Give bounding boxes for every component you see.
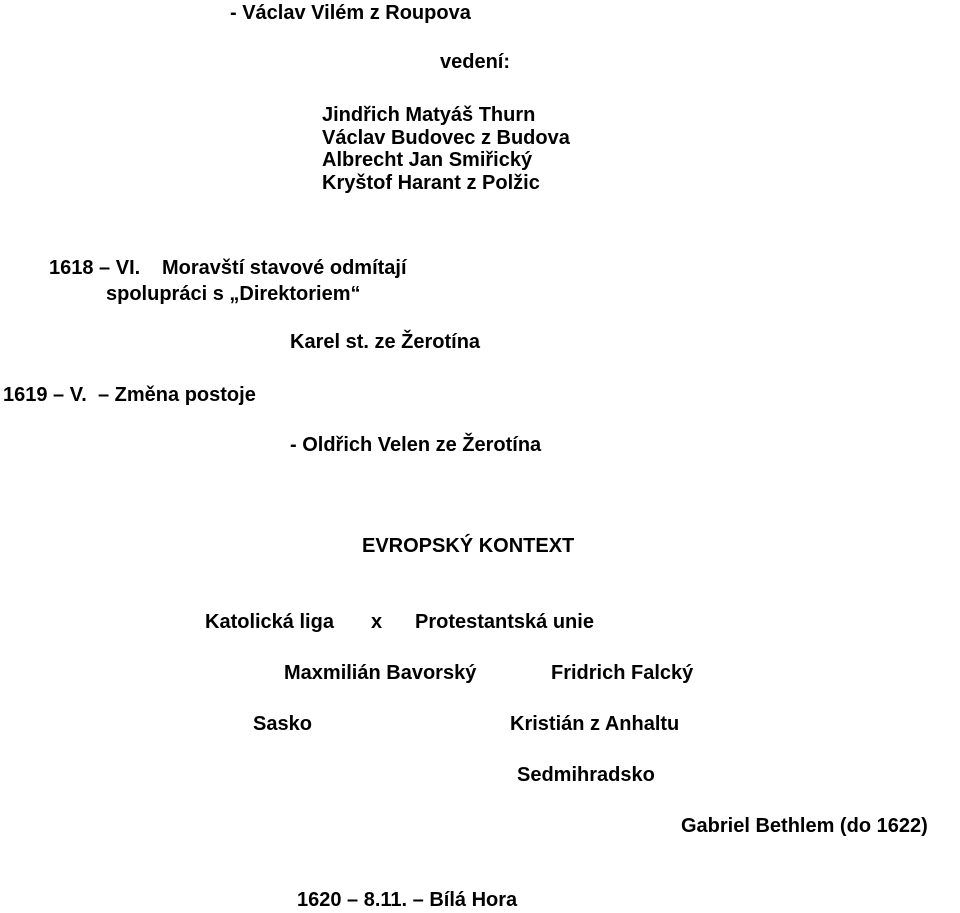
event-1618-date: 1618 – VI. [49,257,141,279]
top-line: - Václav Vilém z Roupova [230,2,471,24]
leader-item: Jindřich Matyáš Thurn [322,104,536,126]
oldrich-velen: - Oldřich Velen ze Žerotína [290,434,542,456]
leaders-list [322,104,570,194]
katolicka-liga: Katolická liga [205,611,334,633]
section-heading-evropsky-kontext: EVROPSKÝ KONTEXT [362,535,575,557]
protestantska-unie: Protestantská unie [415,611,594,633]
vedeni-label: vedení: [440,51,511,73]
event-1618-line1: Moravští stavové odmítají [162,257,407,279]
event-1618-text [162,257,407,279]
fridrich-falcky: Fridrich Falcký [551,662,694,684]
leader-item: Albrecht Jan Smiřický [322,149,533,171]
maxmilian-bavorsky: Maxmilián Bavorský [284,662,477,684]
karel-zerotin: Karel st. ze Žerotína [290,331,481,353]
event-1619-text: – Změna postoje [98,384,256,406]
leader-item: Kryštof Harant z Polžic [322,171,540,194]
leader-item: Václav Budovec z Budova [322,126,570,149]
gabriel-bethlem: Gabriel Bethlem (do 1622) [681,815,928,837]
sedmihradsko: Sedmihradsko [517,764,655,786]
kristian-z-anhaltu: Kristián z Anhaltu [510,713,680,735]
event-1620-bila-hora: 1620 – 8.11. – Bílá Hora [297,889,518,911]
sasko: Sasko [253,713,312,735]
event-1618-line2: spolupráci s „Direktoriem“ [106,283,361,305]
versus-mark: x [371,611,383,633]
event-1619-date: 1619 – V. [3,384,87,406]
